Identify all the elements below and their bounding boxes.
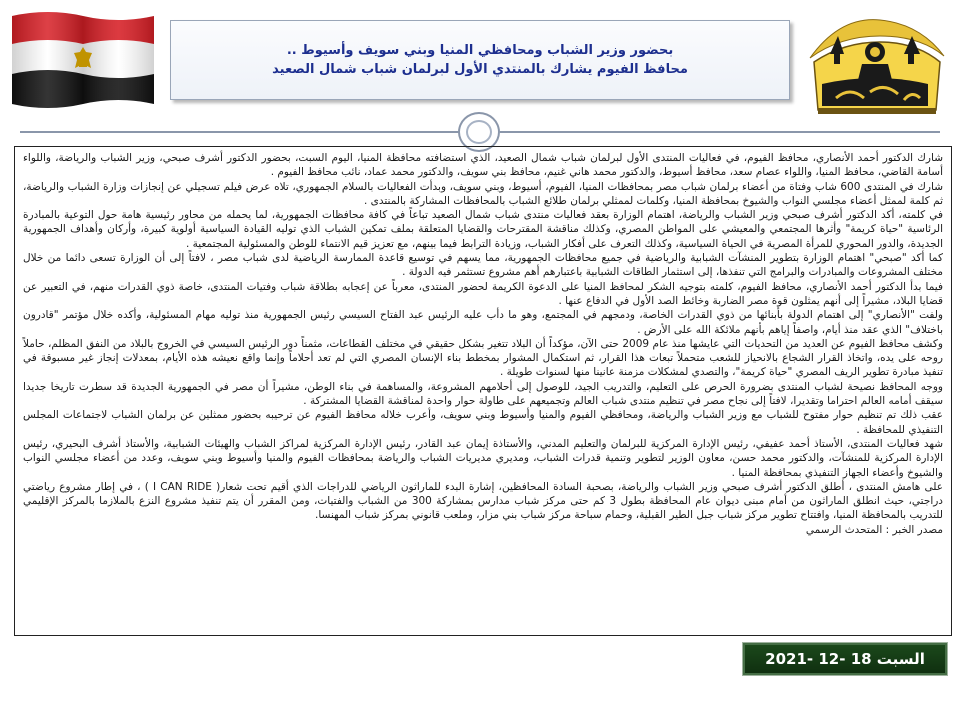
article-paragraph: شارك في المنتدى 600 شاب وفتاة من أعضاء برلمان شباب مصر بمحافظات المنيا، الفيوم، أسيوط، وبني سويف، وبدأت الفعاليات بالسلام الجمهوري، تلاه عرض فيلم تسجيلي عن إنجازات وزارة الشباب والرياضة، ثم كلمة لممثل أعضاء مجلسي النواب والشيوخ بمحافظة المنيا، وكلمات لممثلي برلمان طلائع الشباب بالمحافظات المشاركة بالمنتدى . xyxy=(23,180,943,207)
article-paragraph: في كلمته، أكد الدكتور أشرف صبحي وزير الشباب والرياضة، اهتمام الوزارة بعقد فعاليات منتدى شباب شمال الصعيد تباعاً في كافة محافظات الجمهورية، لما يحمله من محاور رئيسية هامة حول التوعية بالمبادرة الرئاسية "حياة كريمة" وأثرها المجتمعي والمعيشي على المواطن المصري، وكذلك مناقشة المقترحات والقضايا المتعلقة بملف تمكين الشباب الذي توليه القيادة السياسية أولوية كبيرة، وأركان وأهداف الجمهورية الجديدة، والدور المحوري للمرأة المصرية في الحياة السياسية، وكذلك التعرف على أفكار الشباب، وزيادة الترابط فيما بينهم، مع تعزيز قيم الانتماء للوطن والمسئولية المجتمعية . xyxy=(23,209,943,250)
article-paragraph: ولفت "الأنصاري" إلى اهتمام الدولة بأبنائها من ذوي القدرات الخاصة، ودمجهم في المجتمع، وهو ما دأب عليه الرئيس عبد الفتاح السيسي رئيس الجمهورية منذ توليه مهام المسئولية، وأكده خلال مؤتمر "قادرون باختلاف" الذي عقد منذ أيام، واصفاً إياهم بأنهم ملائكة الله على الأرض . xyxy=(23,309,943,336)
article-paragraph: شهد فعاليات المنتدى، الأستاذ أحمد عفيفي، رئيس الإدارة المركزية للبرلمان والتعليم المدني، والأستاذة إيمان عبد القادر، رئيس الإدارة المركزية لمراكز الشباب والهيئات الشبابية، والأستاذ أشرف البحيري، رئيس الإدارة المركزية للمنشآت، والدكتور محمد حسن، معاون الوزير لتطوير وتنمية قدرات الشباب، ومديري مديريات الشباب والرياضة بمحافظات الفيوم والمنيا وأسيوط وبني سويف، وعدد من أعضاء مجلسي النواب والشيوخ وأعضاء الجهاز التنفيذي بمحافظة المنيا . xyxy=(23,437,943,479)
article-paragraph: كما أكد "صبحي" اهتمام الوزارة بتطوير المنشآت الشبابية والرياضية في جميع محافظات الجمهورية، مما يسهم في توسيع قاعدة الممارسة الرياضية لدى شباب مصر ، لافتاً إلى أن الوزارة تسعى دائما من خلال مختلف المشروعات والمبادرات والبرامج التي تنفذها، إلى استثمار الطاقات الشبابية باعتبارهم أهم مشروع تستثمر فيه الدولة . xyxy=(23,252,943,279)
article-paragraph: ووجه المحافظ نصيحة لشباب المنتدى بضرورة الحرص على التعليم، والتدريب الجيد، للوصول إلى أحلامهم المشروعة، والمساهمة في بناء الوطن، مشيراً أن مصر في الجمهورية الجديدة قد سطرت تاريخا جديدا سيقف أمامه العالم احتراما وتقديرا، لافتاً إلى نجاح مصر في تنظيم منتدى شباب العالم وتجميعهم على طاولة حوار واحدة لمناقشة القضايا المشتركة . xyxy=(23,380,943,408)
headline-line-2: محافظ الفيوم يشارك بالمنتدي الأول لبرلمان شباب شمال الصعيد xyxy=(272,62,688,77)
date-badge: السبت 18 -12 -2021 xyxy=(742,642,948,676)
article-paragraph: فيما بدأ الدكتور أحمد الأنصاري، محافظ الفيوم، كلمته بتوجيه الشكر لمحافظ المنيا على الدعوة الكريمة لحضور المنتدى، معرباً عن إعجابه بطلاقة شباب وفتيات المنتدى، خاصة ذوي القدرات منهم، في التعبير عن قضايا البلاد، مشيراً إلى أنهم يمثلون قوة مصر الضاربة وخائط الصد الأول في الدفاع عنها . xyxy=(23,280,943,307)
article-source: مصدر الخبر : المتحدث الرسمي xyxy=(805,523,943,536)
divider-right xyxy=(500,131,940,133)
headline-box xyxy=(170,20,790,100)
article-paragraph: عقب ذلك تم تنظيم حوار مفتوح للشباب مع وزير الشباب والرياضة، ومحافظي الفيوم والمنيا وأسيوط وبني سويف، وأعرب خلاله محافظ الفيوم عن ترحيبه بحضور ممثلين عن برلمان الشباب لاجتماعات المجلس التنفيذي للمحافظة . xyxy=(23,409,943,436)
headline-line-1: بحضور وزير الشباب ومحافظي المنيا وبني سويف وأسيوط .. xyxy=(286,43,674,58)
divider-left xyxy=(20,131,460,133)
article-body xyxy=(23,151,943,537)
egypt-flag-icon xyxy=(8,8,158,110)
article-paragraph: شارك الدكتور أحمد الأنصاري، محافظ الفيوم، في فعاليات المنتدى الأول لبرلمان شباب شمال الصعيد، الذي استضافته محافظة المنيا، اليوم السبت، بحضور الدكتور أشرف صبحي، وزير الشباب والرياضة، واللواء أسامة القاضي، محافظ المنيا، واللواء عصام سعد، محافظ أسيوط، والدكتور محمد هاني غنيم، محافظ بني سويف، والدكتور محمد عماد، نائب محافظ الفيوم . xyxy=(23,152,943,179)
article-body-box xyxy=(14,146,952,636)
article-paragraph: على هامش المنتدى ، أطلق الدكتور أشرف صبحي وزير الشباب والرياضة، بصحبة السادة المحافظين، إشارة البدء للماراثون الرياضي للدراجات الذي أقيم تحت شعار( I CAN RIDE ) ، في إطار مشروع رياضتي دراجتي، حيث انطلق الماراثون من أمام مبنى ديوان عام المحافظة بطول 3 كم حتى مركز شباب مدارس بمشاركة 300 من الشباب والفتيات، ومن المقرر أن يتم تنفيذ مشروع النزع بالملازما بالمركز الإقليمي للتدريب بالمحافظة المنيا، وافتتاح تطوير مركز شباب جبل الطير القبلية، وحمام سباحة مركز شباب بني مزار، وملعب قانوني بمركز شباب المهنسا. xyxy=(23,480,943,522)
fayoum-governorate-logo-icon xyxy=(800,6,950,118)
article-paragraph: وكشف محافظ الفيوم عن العديد من التحديات التي عايشها منذ عام 2009 حتى الآن، مؤكداً أن البلاد تتغير بشكل حقيقي في مختلف القطاعات، مثمناً دور الرئيس السيسي في الخروج بالبلاد من النفق المظلم، حاملاً روحه على يده، واتخاذ القرار الشجاع بالانحياز للشعب متحملاً تبعات هذا القرار، ثم استكمال المشوار بمخطط بناء الإنسان المصري التي لم تعد أحلاماً وإنما واقع نعيشه هذه الأيام، بمعدلات إنجاز غير مسبوقة في تنفيذ مبادرة تطوير الريف المصري "حياة كريمة"، والتصدي لمشكلات مزمنة عانينا منها لسنوات طويلة . xyxy=(23,337,943,379)
